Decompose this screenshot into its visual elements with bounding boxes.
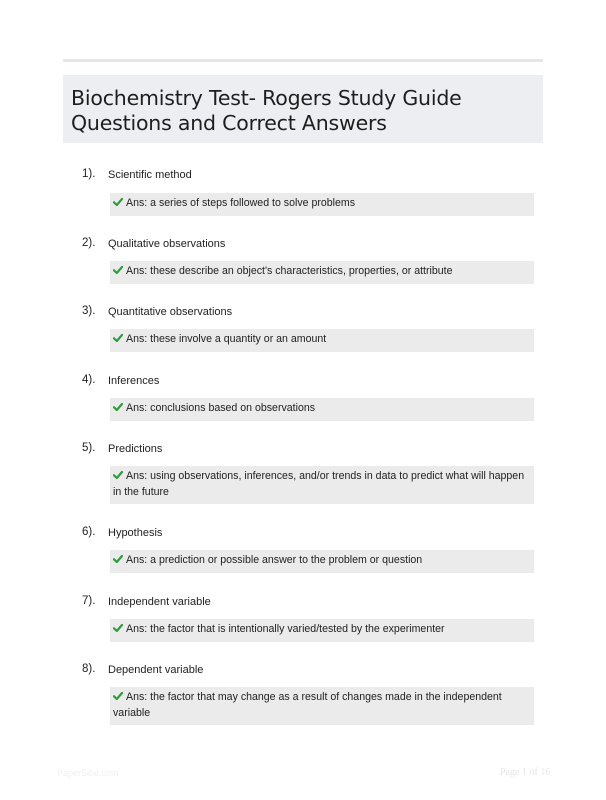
question-number: 1). [82,168,96,180]
check-icon [113,402,123,412]
answer-box [110,466,534,504]
question-text: Inferences [108,375,160,387]
question-text: Hypothesis [108,527,163,539]
answer-box [110,329,534,352]
question-text: Scientific method [108,169,192,181]
question-text: Dependent variable [108,664,204,676]
answer-box [110,687,534,725]
check-icon [113,197,123,207]
answer-text: Ans: a prediction or possible answer to the problem or question [126,554,423,566]
question-text: Independent variable [108,596,211,608]
question-number: 2). [82,237,96,249]
check-icon [113,333,123,343]
page-title [63,75,543,143]
question-number: 7). [82,595,96,607]
question-number: 6). [82,526,96,538]
answer-box [110,550,534,573]
title-line-2: Questions and Correct Answers [71,111,387,135]
check-icon [113,470,123,480]
check-icon [113,691,123,701]
check-icon [113,554,123,564]
check-icon [113,623,123,633]
title-line-1: Biochemistry Test- Rogers Study Guide [71,86,462,110]
answer-text: Ans: these describe an object's characteristics, properties, or attribute [126,265,453,277]
answer-box [110,261,534,284]
question-number: 4). [82,374,96,386]
answer-text: Ans: using observations, inferences, and/or trends in data to predict what will happen in the future [113,470,525,498]
answer-text: Ans: a series of steps followed to solve problems [126,197,356,209]
top-divider [63,59,543,62]
footer-watermark: PaperSibe.com [57,768,119,778]
answer-text: Ans: these involve a quantity or an amount [126,333,327,345]
answer-text: Ans: the factor that is intentionally varied/tested by the experimenter [126,623,445,635]
question-text: Quantitative observations [108,306,233,318]
answer-text: Ans: the factor that may change as a result of changes made in the independent variable [113,691,502,719]
answer-box [110,619,534,642]
question-text: Qualitative observations [108,238,226,250]
question-number: 3). [82,305,96,317]
question-number: 8). [82,663,96,675]
answer-box [110,398,534,421]
question-number: 5). [82,442,96,454]
question-text: Predictions [108,443,163,455]
page-number: Page 1 of 16 [500,767,551,778]
check-icon [113,265,123,275]
answer-text: Ans: conclusions based on observations [126,402,316,414]
answer-box [110,193,534,216]
